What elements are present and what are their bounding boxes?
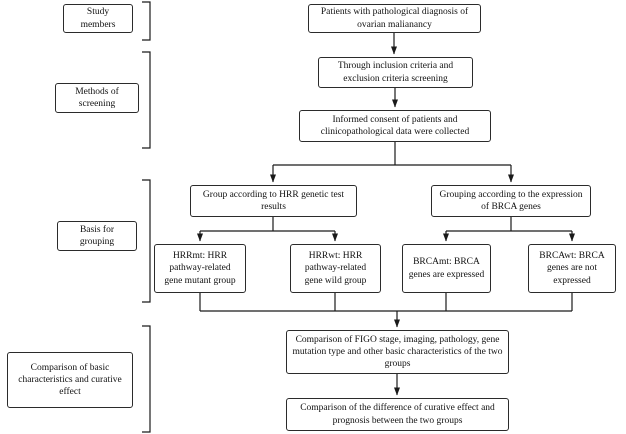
node-consent: Informed consent of patients and clinicopathological data were collected	[299, 110, 491, 142]
label-basis-for-grouping: Basis for grouping	[57, 221, 137, 251]
bracket-study-members	[142, 2, 150, 40]
bracket-methods-of-screening	[142, 52, 150, 148]
node-screening: Through inclusion criteria and exclusion criteria screening	[318, 57, 473, 88]
bracket-basis-for-grouping	[142, 180, 150, 302]
label-study-members: Study members	[63, 4, 133, 33]
label-methods-of-screening: Methods of screening	[55, 83, 139, 113]
node-brcamt: BRCAmt: BRCA genes are expressed	[402, 244, 491, 293]
node-hrrwt: HRRwt: HRR pathway-related gene wild group	[290, 244, 381, 293]
label-comparison: Comparison of basic characteristics and curative effect	[7, 352, 133, 408]
node-comparison-effect: Comparison of the difference of curative effect and prognosis between the two groups	[286, 398, 509, 431]
node-brca-group: Grouping according to the expression of BRCA genes	[431, 185, 591, 217]
node-brcawt: BRCAwt: BRCA genes are not expressed	[528, 244, 616, 293]
node-patients: Patients with pathological diagnosis of ovarian malianancy	[308, 4, 481, 33]
node-hrrmt: HRRmt: HRR pathway-related gene mutant group	[154, 244, 246, 293]
node-comparison-basic: Comparison of FIGO stage, imaging, pathology, gene mutation type and other basic characteristics of the two groups	[286, 330, 509, 374]
section-brackets	[142, 2, 150, 432]
node-hrr-group: Group according to HRR genetic test results	[190, 185, 357, 217]
bracket-comparison	[142, 326, 150, 432]
